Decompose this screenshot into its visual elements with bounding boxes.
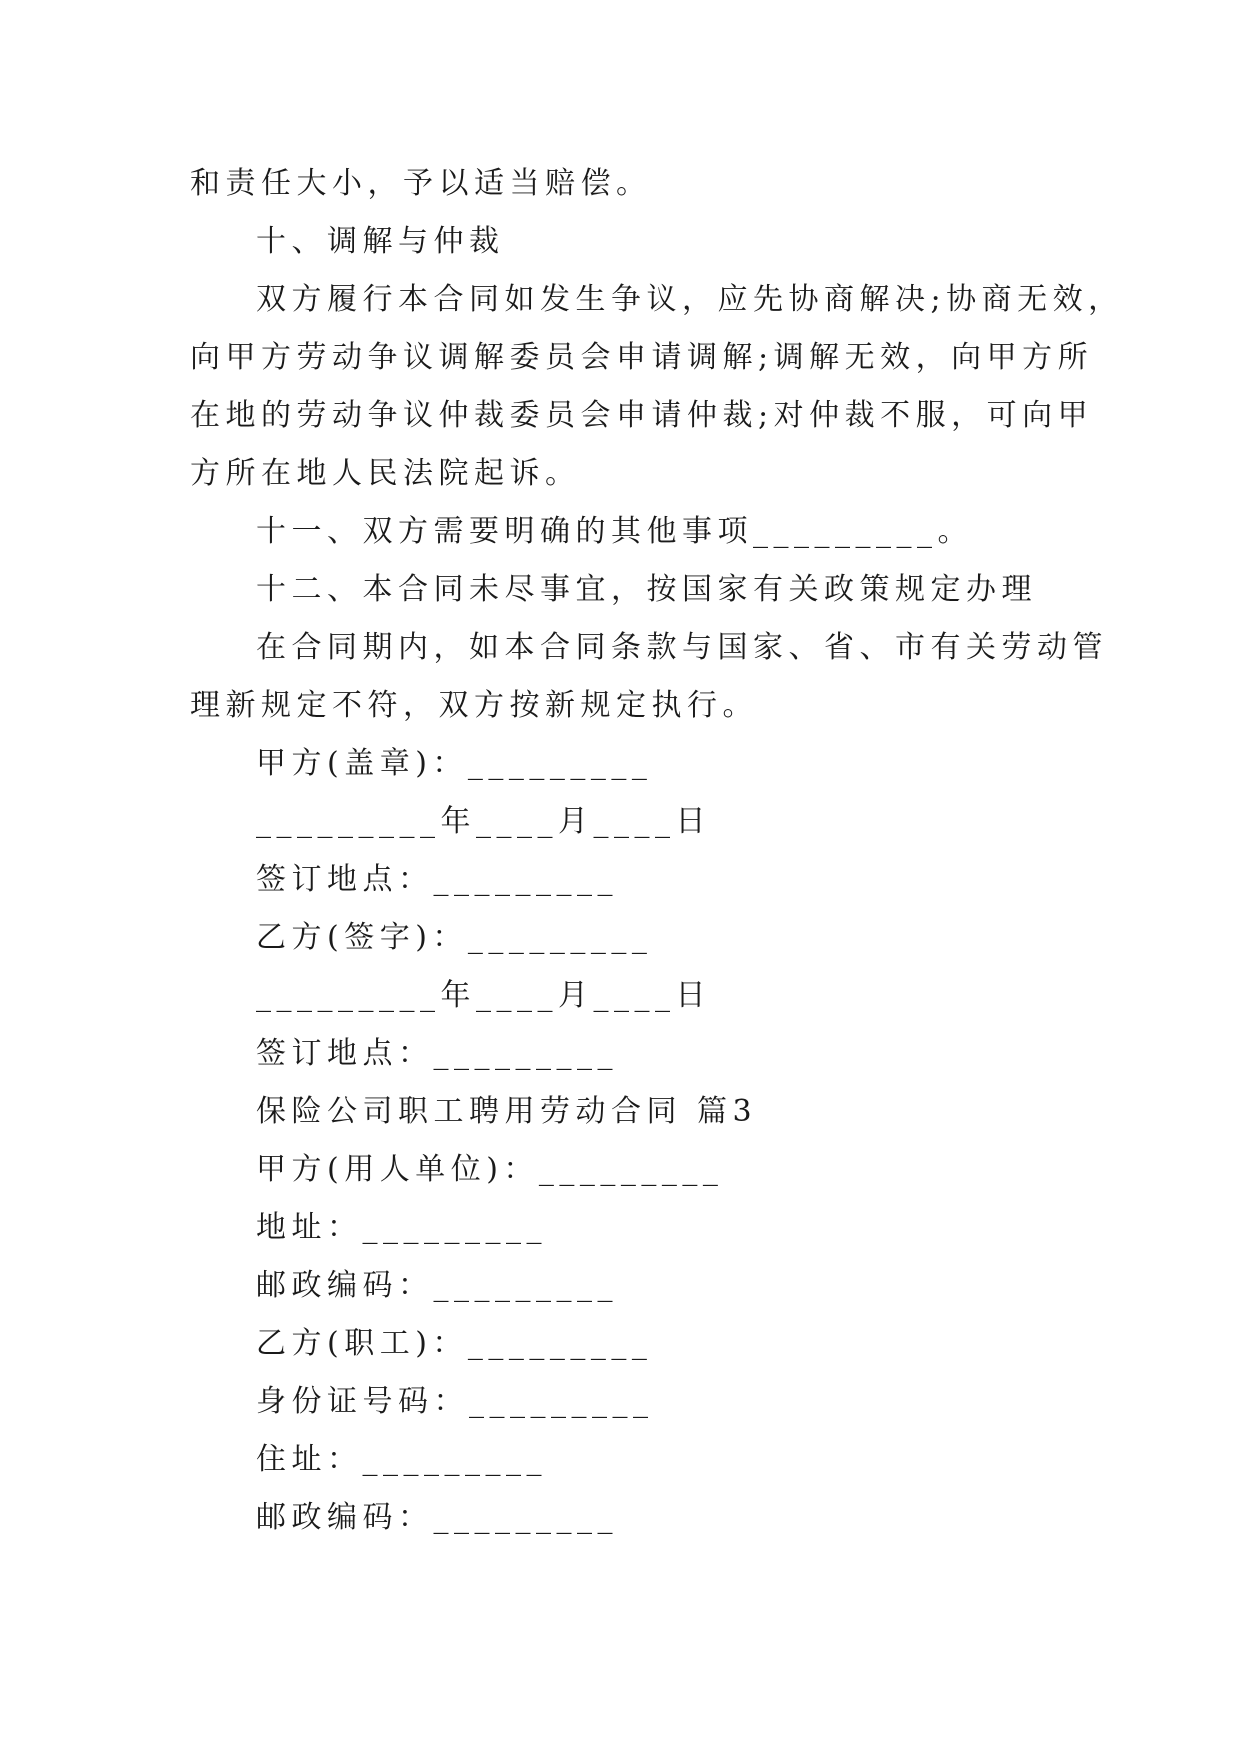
signing-place-field: 签订地点：_________ bbox=[256, 862, 618, 897]
section-heading: 十一、双方需要明确的其他事项_________。 bbox=[256, 514, 973, 549]
contract-title: 保险公司职工聘用劳动合同 篇3 bbox=[256, 1094, 758, 1129]
text-line: 在合同期内，如本合同条款与国家、省、市有关劳动管 bbox=[256, 630, 1108, 665]
date-field: _________年____月____日 bbox=[256, 978, 711, 1013]
text-line: 在地的劳动争议仲裁委员会申请仲裁;对仲裁不服，可向甲 bbox=[190, 398, 1094, 433]
section-heading: 十、调解与仲裁 bbox=[256, 224, 505, 259]
text-line: 向甲方劳动争议调解委员会申请调解;调解无效，向甲方所 bbox=[190, 340, 1094, 375]
signing-place-field: 签订地点：_________ bbox=[256, 1036, 618, 1071]
party-a-seal-field: 甲方(盖章)：_________ bbox=[256, 746, 653, 781]
text-line: 理新规定不符，双方按新规定执行。 bbox=[190, 688, 758, 723]
employer-field: 甲方(用人单位)：_________ bbox=[256, 1152, 724, 1187]
id-number-field: 身份证号码：_________ bbox=[256, 1384, 654, 1419]
employee-field: 乙方(职工)：_________ bbox=[256, 1326, 653, 1361]
party-b-signature-field: 乙方(签字)：_________ bbox=[256, 920, 653, 955]
postal-code-field: 邮政编码：_________ bbox=[256, 1268, 618, 1303]
section-heading: 十二、本合同未尽事宜，按国家有关政策规定办理 bbox=[256, 572, 1037, 607]
text-line: 和责任大小，予以适当赔偿。 bbox=[190, 166, 652, 201]
text-line: 双方履行本合同如发生争议，应先协商解决;协商无效， bbox=[256, 282, 1124, 317]
address-field: 地址：_________ bbox=[256, 1210, 547, 1245]
residence-field: 住址：_________ bbox=[256, 1442, 547, 1477]
text-line: 方所在地人民法院起诉。 bbox=[190, 456, 581, 491]
date-field: _________年____月____日 bbox=[256, 804, 711, 839]
postal-code-field: 邮政编码：_________ bbox=[256, 1500, 618, 1535]
